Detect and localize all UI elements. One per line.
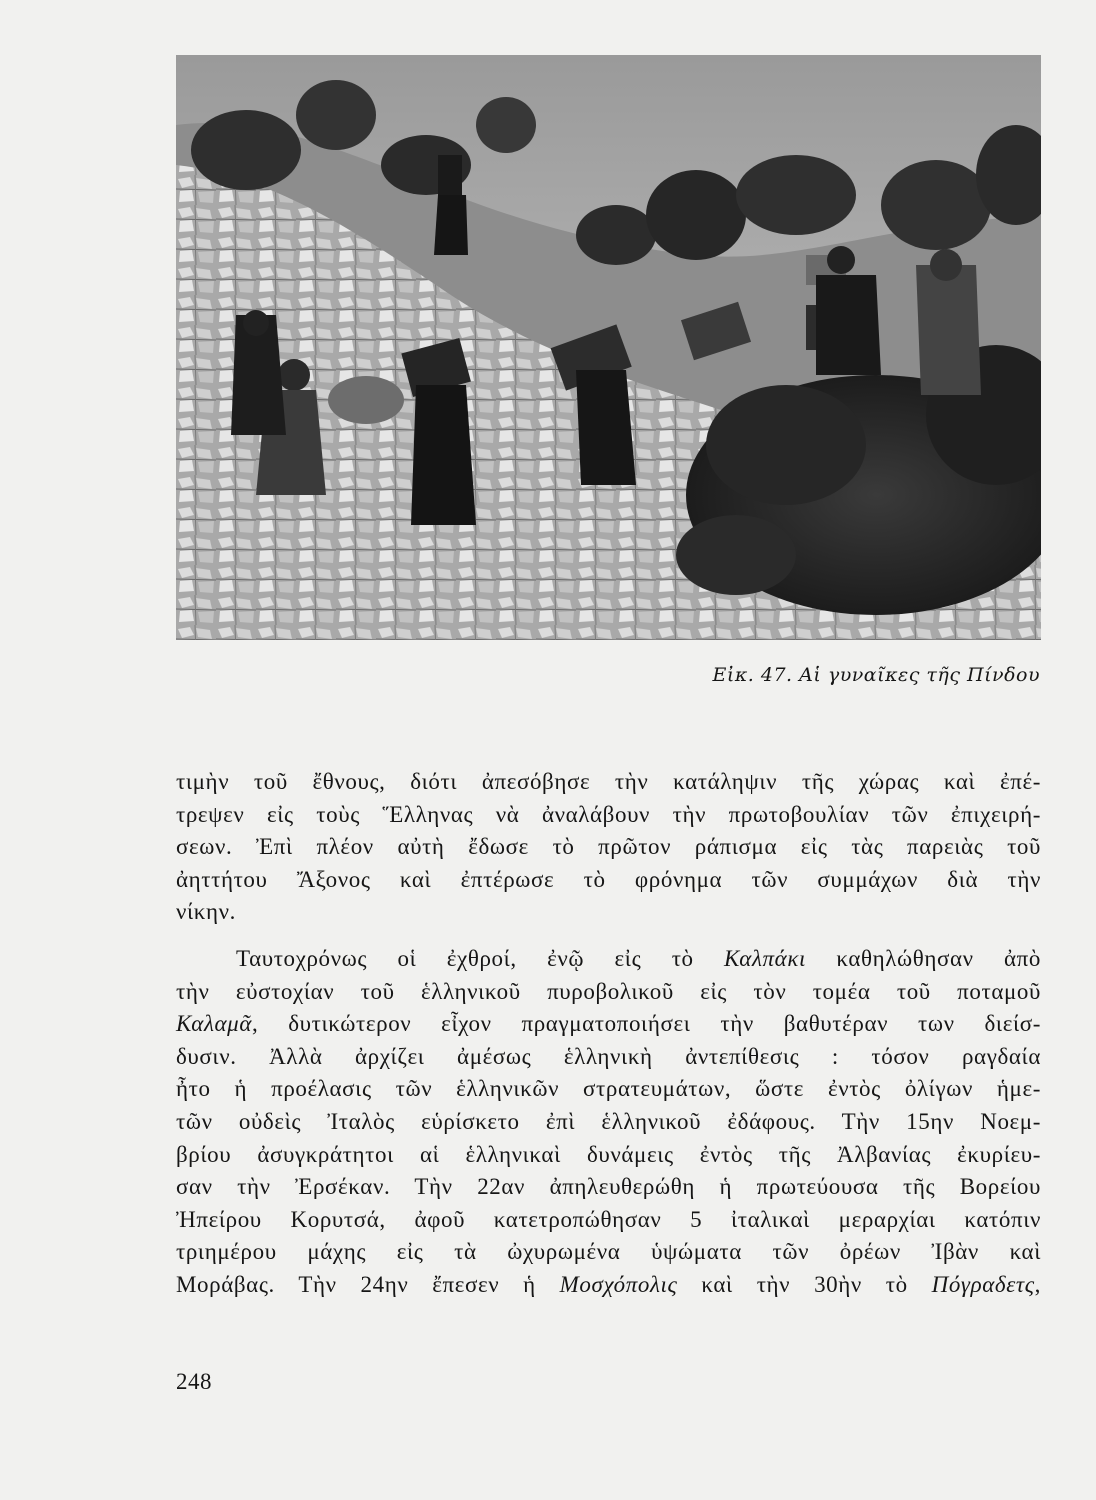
text-line xyxy=(176,1073,1041,1106)
text-run: Ταυτοχρόνως οἱ ἐχθροί, ἐνῷ εἰς τὸ xyxy=(236,945,725,971)
text-line xyxy=(176,1008,1041,1041)
text-run: τῶν οὐδεὶς Ἰταλὸς εὑρίσκετο ἐπὶ ἑλληνικοῦ ἐδάφους. Τὴν 15ην Νοεμ- xyxy=(176,1108,1041,1134)
text-run: βρίου ἀσυγκράτητοι αἱ ἑλληνικαὶ δυνάμεις ἐντὸς τῆς Ἀλβανίας ἐκυρίευ- xyxy=(176,1141,1041,1167)
text-line xyxy=(176,1236,1041,1269)
text-run: τιμὴν τοῦ ἔθνους, διότι ἀπεσόβησε τὴν κατάληψιν τῆς χώρας καὶ ἐπέ- xyxy=(176,769,1041,794)
text-line xyxy=(176,896,1041,929)
text-line xyxy=(176,976,1041,1009)
text-line xyxy=(176,1269,1041,1302)
text-run: τριημέρου μάχης εἰς τὰ ὠχυρωμένα ὑψώματα τῶν ὀρέων Ἰβὰν καὶ xyxy=(176,1239,1041,1265)
text-line xyxy=(176,799,1041,832)
text-run: τρεψεν εἰς τοὺς Ἕλληνας νὰ ἀναλάβουν τὴν πρωτοβουλίαν τῶν ἐπιχειρή- xyxy=(176,801,1041,827)
text-line xyxy=(176,1171,1041,1204)
text-run: , δυτικώτερον εἶχον πραγματοποιήσει τὴν βαθυτέραν των διείσ- xyxy=(252,1011,1041,1037)
figure-caption-title: Αἱ γυναῖκες τῆς Πίνδου xyxy=(799,664,1040,686)
text-line xyxy=(176,831,1041,864)
text-run: , xyxy=(1034,1271,1041,1297)
text-line xyxy=(176,1139,1041,1172)
paragraph-1 xyxy=(176,766,1041,929)
figure-caption-number: Εἰκ. 47. xyxy=(712,664,793,686)
text-run: νίκην. xyxy=(176,899,236,925)
text-line xyxy=(176,943,1041,976)
text-run: σεων. Ἐπὶ πλέον αὐτὴ ἔδωσε τὸ πρῶτον ράπισμα εἰς τὰς παρειὰς τοῦ xyxy=(176,834,1041,860)
text-run: Ἠπείρου Κορυτσά, ἀφοῦ κατετροπώθησαν 5 ἰταλικαὶ μεραρχίαι κατόπιν xyxy=(176,1206,1041,1232)
place-name: Καλπάκι xyxy=(724,945,806,971)
text-run: καὶ τὴν 30ὴν τὸ xyxy=(677,1271,932,1297)
paragraph-2 xyxy=(176,943,1041,1302)
place-name: Πόγραδετς xyxy=(931,1271,1035,1297)
page-number: 248 xyxy=(176,1369,212,1394)
place-name: Καλαμᾶ xyxy=(176,1011,253,1037)
text-run: καθηλώθησαν ἀπὸ xyxy=(805,945,1041,971)
text-line xyxy=(176,1204,1041,1237)
photograph-illustration xyxy=(176,55,1041,640)
text-run: σαν τὴν Ἐρσέκαν. Τὴν 22αν ἀπηλευθερώθη ἡ πρωτεύουσα τῆς Βορείου xyxy=(176,1174,1041,1200)
body-text xyxy=(176,766,1041,1302)
text-line xyxy=(176,1041,1041,1074)
text-line xyxy=(176,766,1041,799)
figure-caption xyxy=(520,664,1040,686)
text-run: Μοράβας. Τὴν 24ην ἔπεσεν ἡ xyxy=(176,1271,560,1297)
place-name: Μοσχόπολις xyxy=(559,1271,678,1297)
figure-photograph xyxy=(176,55,1041,640)
text-run: ἀηττήτου Ἄξονος καὶ ἐπτέρωσε τὸ φρόνημα τῶν συμμάχων διὰ τὴν xyxy=(176,866,1041,892)
text-line xyxy=(176,864,1041,897)
text-run: δυσιν. Ἀλλὰ ἀρχίζει ἀμέσως ἑλληνικὴ ἀντεπίθεσις : τόσον ραγδαία xyxy=(176,1043,1041,1069)
text-run: ἦτο ἡ προέλασις τῶν ἑλληνικῶν στρατευμάτων, ὥστε ἐντὸς ὀλίγων ἡμε- xyxy=(176,1076,1041,1102)
text-run: τὴν εὐστοχίαν τοῦ ἑλληνικοῦ πυροβολικοῦ εἰς τὸν τομέα τοῦ ποταμοῦ xyxy=(176,978,1041,1004)
text-line xyxy=(176,1106,1041,1139)
